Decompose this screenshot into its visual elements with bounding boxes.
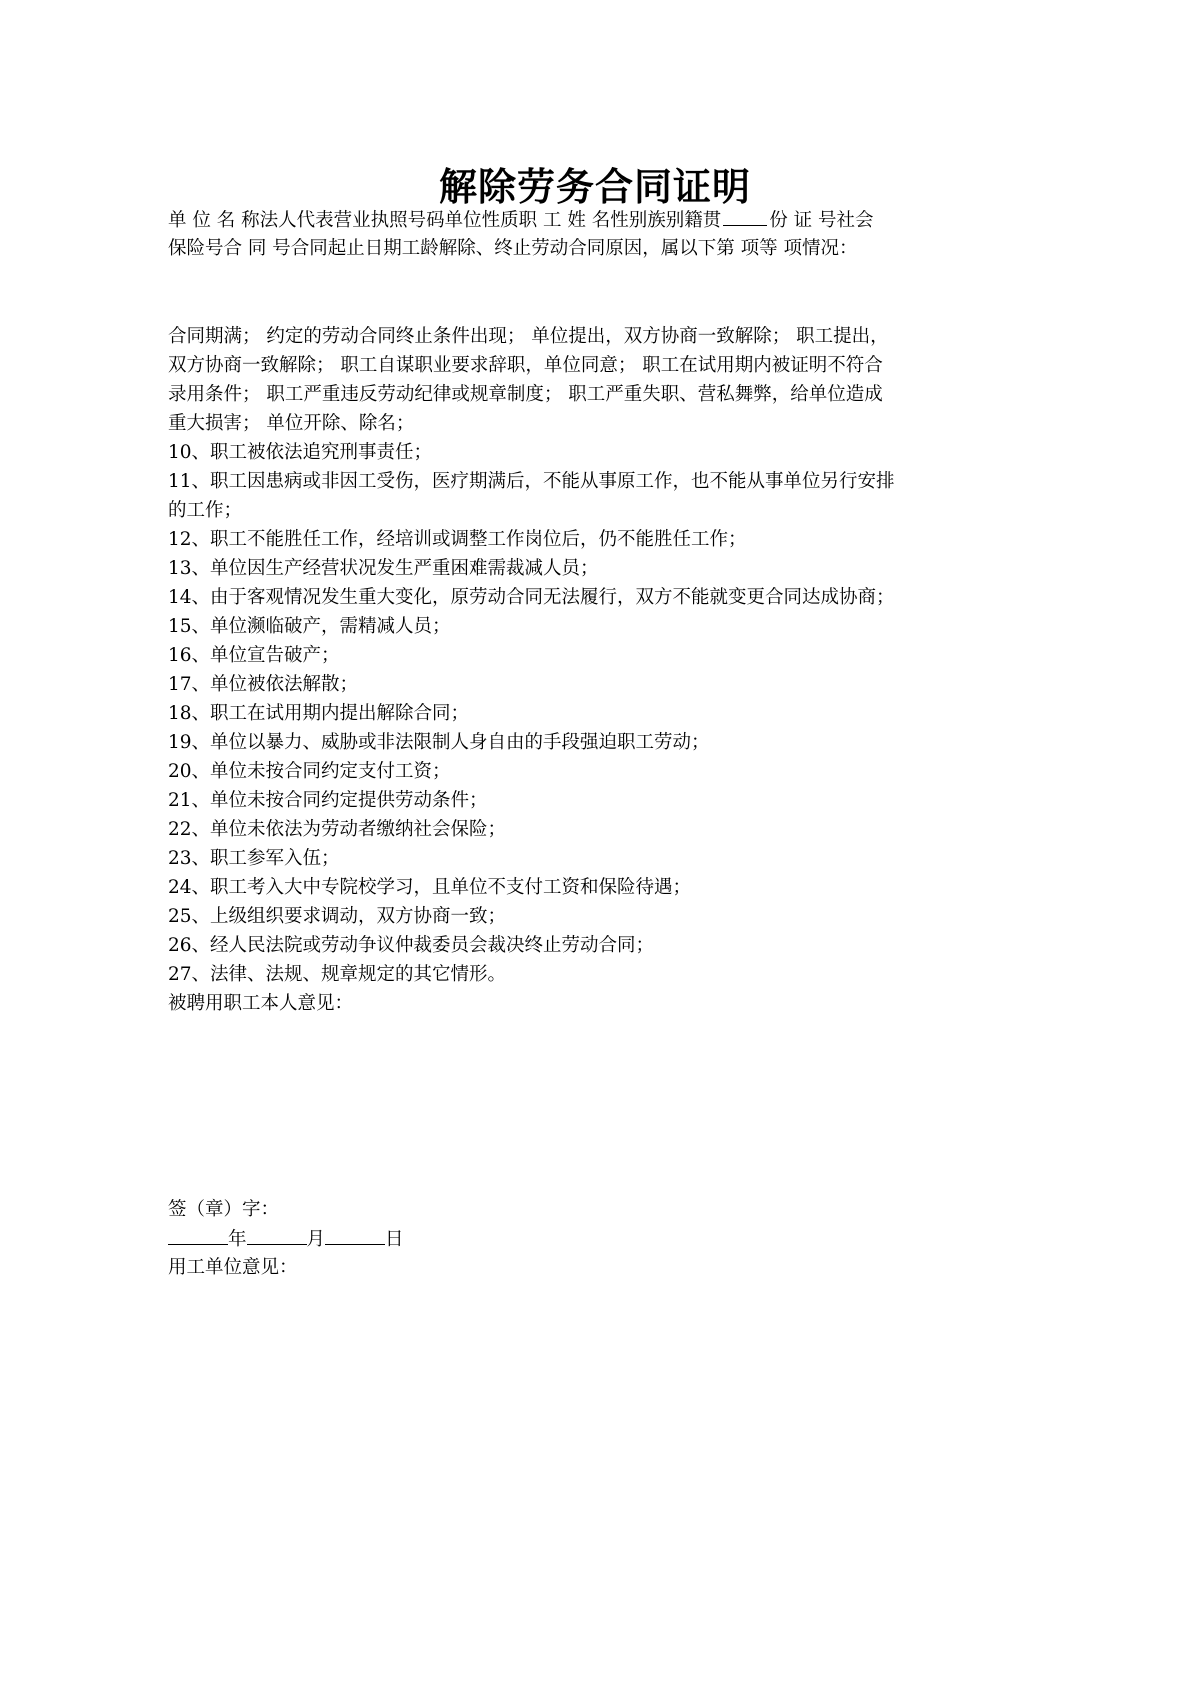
reason-item: 24、职工考入大中专院校学习，且单位不支付工资和保险待遇；: [168, 877, 692, 898]
reason-item: 20、单位未按合同约定支付工资；: [168, 761, 451, 782]
month-label: 月: [306, 1229, 326, 1250]
reason-item: 11、职工因患病或非因工受伤，医疗期满后，不能从事原工作，也不能从事单位另行安排: [168, 471, 895, 492]
reasons-intro-line: 合同期满； 约定的劳动合同终止条件出现； 单位提出，双方协商一致解除； 职工提出，: [168, 326, 889, 347]
day-blank: [325, 1224, 385, 1245]
date-line: [168, 1224, 1024, 1253]
signature-label: 签（章）字：: [168, 1199, 280, 1220]
reason-item: 26、经人民法院或劳动争议仲裁委员会裁决终止劳动合同；: [168, 935, 655, 956]
ethnicity-blank: [723, 205, 767, 226]
reasons-block: [168, 322, 1024, 1018]
reason-item: 12、职工不能胜任工作，经培训或调整工作岗位后，仍不能胜任工作；: [168, 529, 747, 550]
reason-item: 21、单位未按合同约定提供劳动条件；: [168, 790, 488, 811]
signature-block: [168, 1195, 1024, 1282]
reason-item: 25、上级组织要求调动，双方协商一致；: [168, 906, 507, 927]
header-line-2: 保险号合 同 号合同起止日期工龄解除、终止劳动合同原因，属以下第 项等 项情况：: [168, 238, 858, 259]
reason-item: 23、职工参军入伍；: [168, 848, 340, 869]
year-label: 年: [228, 1229, 247, 1250]
reason-item: 15、单位濒临破产，需精减人员；: [168, 616, 451, 637]
reason-item: 10、职工被依法追究刑事责任；: [168, 442, 433, 463]
employer-opinion-label: 用工单位意见：: [168, 1257, 298, 1278]
header-line-1-tail: 份 证 号社会: [769, 210, 874, 231]
header-fields-block: [168, 205, 1024, 263]
reasons-intro-line: 录用条件； 职工严重违反劳动纪律或规章制度； 职工严重失职、营私舞弊，给单位造成: [168, 384, 883, 405]
reason-item: 27、法律、法规、规章规定的其它情形。: [168, 964, 507, 985]
reason-item: 17、单位被依法解散；: [168, 674, 359, 695]
header-line-1: [168, 205, 1024, 234]
month-blank: [247, 1224, 307, 1245]
employee-opinion-label: 被聘用职工本人意见：: [168, 993, 354, 1014]
document-title: 解除劳务合同证明: [438, 165, 751, 209]
reason-item: 18、职工在试用期内提出解除合同；: [168, 703, 470, 724]
year-blank: [168, 1224, 228, 1245]
reason-item: 16、单位宣告破产；: [168, 645, 340, 666]
reason-item: 22、单位未依法为劳动者缴纳社会保险；: [168, 819, 507, 840]
reason-item: 19、单位以暴力、威胁或非法限制人身自由的手段强迫职工劳动；: [168, 732, 710, 753]
header-line-1-text: 单 位 名 称法人代表营业执照号码单位性质职 工 姓 名性别族别籍贯: [168, 210, 722, 231]
day-label: 日: [385, 1229, 404, 1250]
reason-item: 14、由于客观情况发生重大变化，原劳动合同无法履行，双方不能就变更合同达成协商；: [168, 587, 895, 608]
reason-item: 13、单位因生产经营状况发生严重困难需裁减人员；: [168, 558, 599, 579]
reason-item-continuation: 的工作；: [168, 500, 243, 521]
reasons-intro-line: 重大损害； 单位开除、除名；: [168, 413, 415, 434]
reasons-intro-line: 双方协商一致解除； 职工自谋职业要求辞职，单位同意； 职工在试用期内被证明不符合: [168, 355, 883, 376]
